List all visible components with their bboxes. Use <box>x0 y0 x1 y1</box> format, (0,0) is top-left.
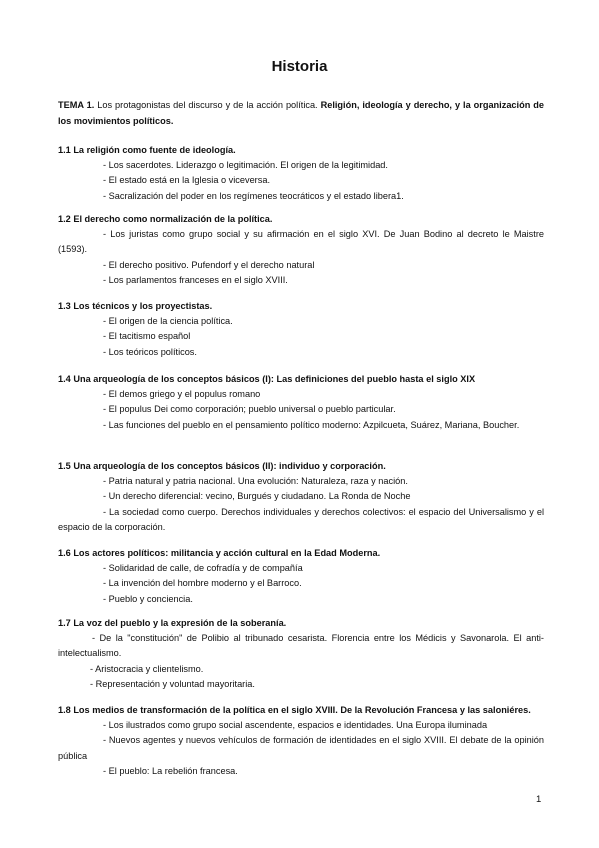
list-item: - El demos griego y el populus romano <box>103 389 261 400</box>
list-item: - Los ilustrados como grupo social ascendente, espacios e identidades. Una Europa iluminada <box>103 720 488 731</box>
list-item: - Las funciones del pueblo en el pensamiento político moderno: Azpilcueta, Suárez, Mariana, Boucher. <box>103 419 520 430</box>
section-1-5 <box>58 459 544 535</box>
list-item: - Patria natural y patria nacional. Una evolución: Naturaleza, raza y nación. <box>103 476 408 487</box>
list-item: - El populus Dei como corporación; pueblo universal o pueblo particular. <box>103 404 396 415</box>
section-title: 1.3 Los técnicos y los proyectistas. <box>58 301 213 311</box>
list-item: - Representación y voluntad mayoritaria. <box>90 678 255 689</box>
list-item: - Los juristas como grupo social y su afirmación en el siglo XVI. De Juan Bodino al decreto le Maistre (1593). <box>58 229 544 255</box>
section-title: 1.8 Los medios de transformación de la política en el siglo XVIII. De la Revolución Francesa y las saloniéres. <box>58 705 531 715</box>
section-1-2 <box>58 212 544 288</box>
list-item: - Sacralización del poder en los regímenes teocráticos y el estado libera1. <box>103 190 404 201</box>
list-item: - El origen de la ciencia política. <box>103 316 233 327</box>
section-title: 1.4 Una arqueología de los conceptos básicos (I): Las definiciones del pueblo hasta el siglo XIX <box>58 374 476 384</box>
page-number: 1 <box>536 794 542 805</box>
intro-text-2: Religión, ideología y derecho, y la organización de los movimientos políticos. <box>58 100 544 126</box>
list-item: - Aristocracia y clientelismo. <box>90 663 204 674</box>
list-item: - El derecho positivo. Pufendorf y el derecho natural <box>103 259 315 270</box>
section-title: 1.1 La religión como fuente de ideología. <box>58 145 236 155</box>
list-item: - Solidaridad de calle, de cofradía y de compañía <box>103 563 303 574</box>
list-item: - El estado está en la Iglesia o viceversa. <box>103 175 270 186</box>
intro-text-1: Los protagonistas del discurso y de la acción política. <box>94 100 321 110</box>
section-1-7 <box>58 616 544 692</box>
section-1-1 <box>58 143 544 204</box>
list-item: - La sociedad como cuerpo. Derechos individuales y derechos colectivos: el espacio del Universalismo y el espacio de la corporación. <box>58 506 544 532</box>
list-item: - Un derecho diferencial: vecino, Burgués y ciudadano. La Ronda de Noche <box>103 491 411 502</box>
page-title: Historia <box>271 58 328 75</box>
list-item: - Los sacerdotes. Liderazgo o legitimación. El origen de la legitimidad. <box>103 160 388 171</box>
section-title: 1.5 Una arqueología de los conceptos básicos (II): individuo y corporación. <box>58 461 386 471</box>
section-1-6 <box>58 546 544 607</box>
section-title: 1.6 Los actores políticos: militancia y acción cultural en la Edad Moderna. <box>58 548 381 558</box>
section-title: 1.7 La voz del pueblo y la expresión de la soberanía. <box>58 618 287 628</box>
list-item: - Nuevos agentes y nuevos vehículos de formación de identidades en el siglo XVIII. El debate de la opinión pública <box>58 735 544 761</box>
list-item: - De la "constitución" de Polibio al tribunado cesarista. Florencia entre los Médicis y Savonarola. El anti-intelectualismo. <box>58 633 544 659</box>
section-1-3 <box>58 299 544 360</box>
topic-label: TEMA 1. <box>58 100 95 110</box>
section-1-4 <box>58 372 544 433</box>
list-item: - Pueblo y conciencia. <box>103 593 193 604</box>
section-title: 1.2 El derecho como normalización de la política. <box>58 214 273 224</box>
list-item: - El pueblo: La rebelión francesa. <box>103 765 238 776</box>
list-item: - El tacitismo español <box>103 331 191 342</box>
list-item: - Los parlamentos franceses en el siglo XVIII. <box>103 274 288 285</box>
list-item: - Los teóricos políticos. <box>103 346 197 357</box>
intro-paragraph <box>58 97 544 129</box>
section-1-8 <box>58 703 544 779</box>
list-item: - La invención del hombre moderno y el Barroco. <box>103 578 302 589</box>
